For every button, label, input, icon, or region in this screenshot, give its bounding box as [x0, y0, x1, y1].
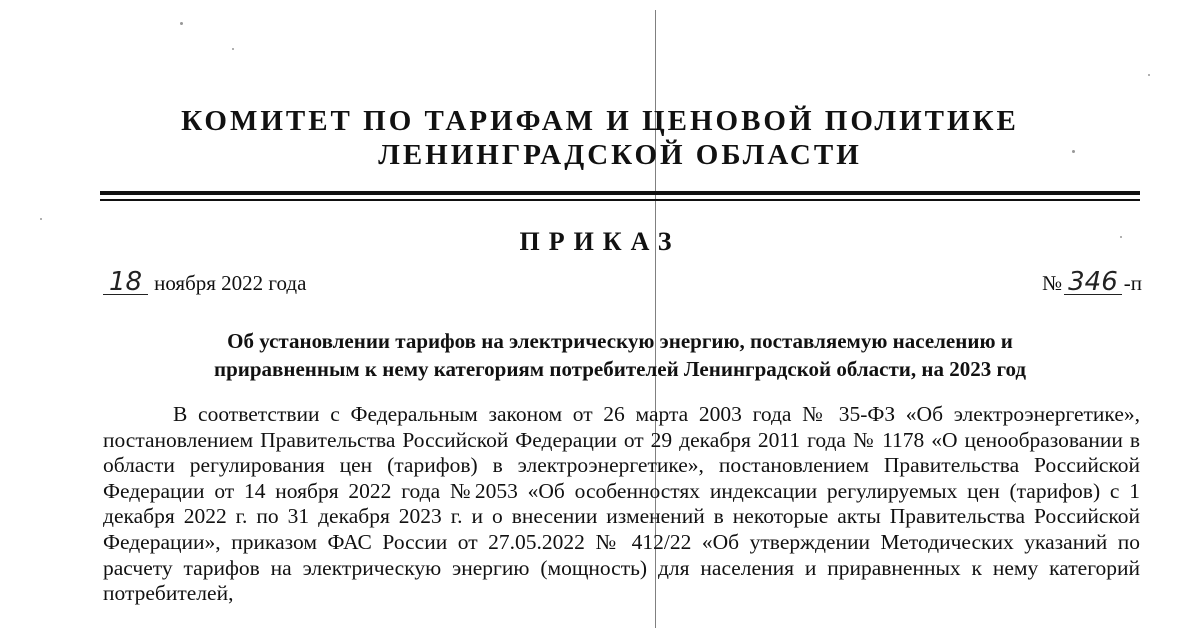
document-date	[103, 266, 306, 300]
scan-speck	[1148, 74, 1150, 76]
scan-speck	[232, 48, 234, 50]
document-type-title: ПРИКАЗ	[519, 227, 681, 256]
organization-name-line1: КОМИТЕТ ПО ТАРИФАМ И ЦЕНОВОЙ ПОЛИТИКЕ	[181, 105, 1019, 137]
header-rule-thick	[100, 191, 1140, 195]
scan-speck	[40, 218, 42, 220]
date-month-year: ноября 2022 года	[154, 271, 307, 295]
document-subject	[0, 327, 1200, 383]
body-paragraph: В соответствии с Федеральным законом от 26 марта 2003 года № 35-ФЗ «Об электроэнергетике», постановлением Правительства Российской Федерации от 29 декабря 2011 года № 1178 «О ценообразовании в области регулирования цен (тарифов) в электроэнергетике», постановлением Правительства Российской Федерации от 14 ноября 2022 года №2053 «Об особенностях индексации регулируемых цен (тарифов) с 1 декабря 2022 г. по 31 декабря 2023 г. и о внесении изменений в некоторые акты Правительства Российской Федерации», приказом ФАС России от 27.05.2022 № 412/22 «Об утверждении Методических указаний по расчету тарифов на электрическую энергию (мощность) для населения и приравненных к нему категорий потребителей,	[103, 402, 1140, 606]
organization-name-line2: ЛЕНИНГРАДСКОЙ ОБЛАСТИ	[378, 139, 862, 171]
subject-line1: Об установлении тарифов на электрическую энергию, поставляемую населению и	[227, 329, 1013, 353]
number-prefix: №	[1042, 271, 1063, 295]
number-suffix: -п	[1123, 271, 1142, 295]
scan-speck	[180, 22, 183, 25]
header-rule-thin	[100, 199, 1140, 201]
number-value-handwritten: 346	[1064, 270, 1122, 295]
document-number	[1042, 266, 1142, 300]
subject-line2: приравненным к нему категориям потребителей Ленинградской области, на 2023 год	[213, 357, 1027, 381]
date-day-handwritten: 18	[103, 270, 148, 295]
